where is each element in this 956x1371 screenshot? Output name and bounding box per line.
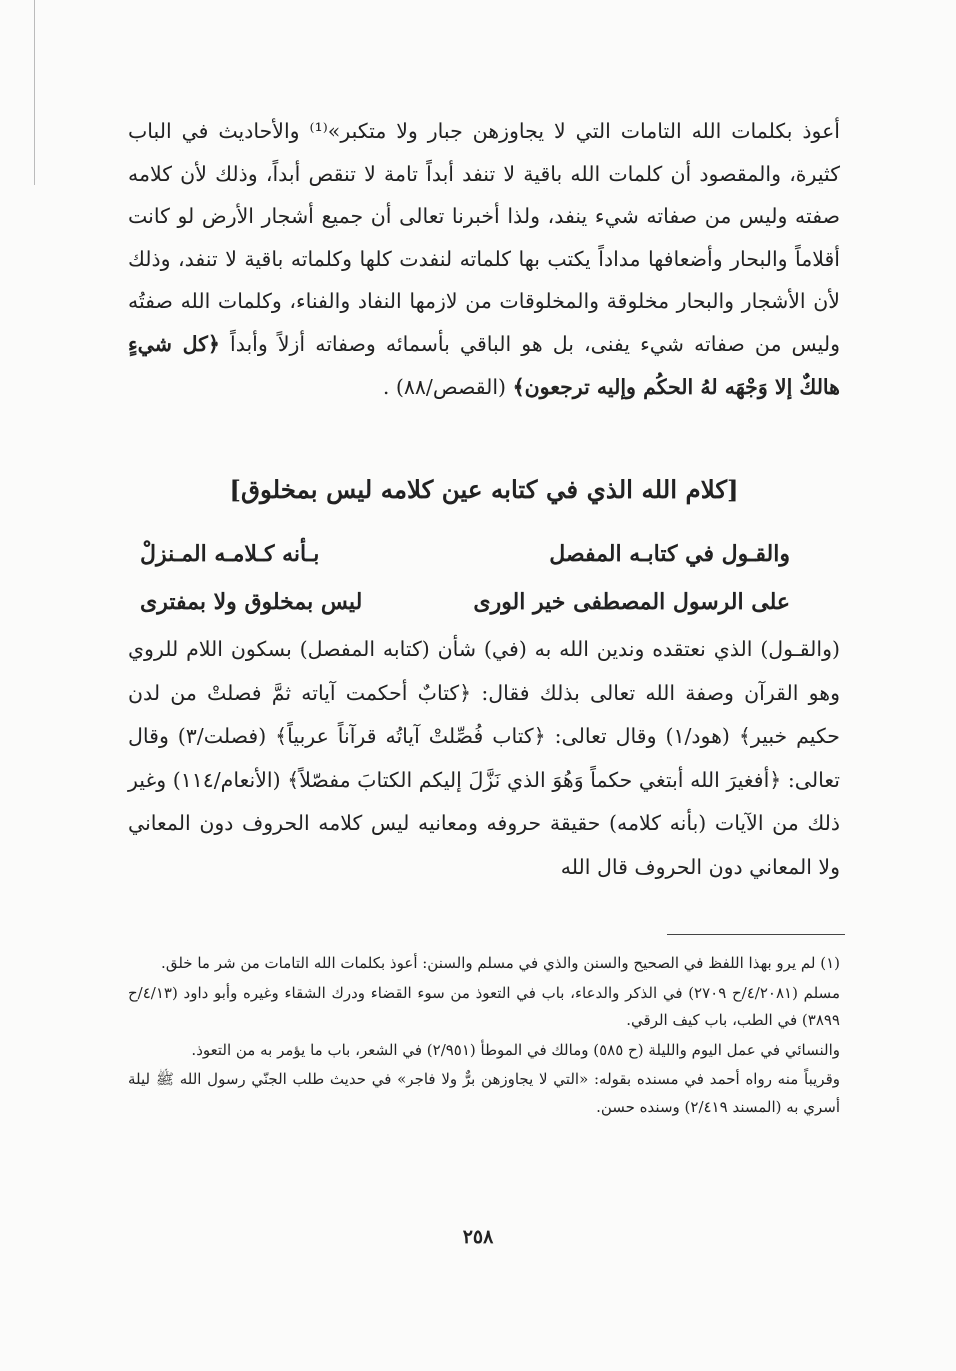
footnote-line: مسلم (٤/٢٠٨١/ح ٢٧٠٩) في الذكر والدعاء، باب في التعوذ من سوء القضاء ودرك الشقاء وغيره وأبو داود (٤/١٣/ح ٣٨٩٩) في الطب، باب كيف الرقي. xyxy=(128,983,840,1029)
paragraph-1-text: أعوذ بكلمات الله التامات التي لا يجاوزهن جبار ولا متكبر»⁽¹⁾ والأحاديث في الباب كثيرة، والمقصود أن كلمات الله باقية لا تنفد أبداً تامة لا تنقص أبداً، وذلك لأن كلامه صفته وليس من صفاته شيء ينفد، ولذا أخبرنا تعالى أن جميع أشجار الأرض لو كانت أقلاماً والبحار وأضعافها مداداً يكتب بها كلماته لنفدت كلها وكلماته باقية لا تنفد، وذلك لأن الأشجار والبحار مخلوقة والمخلوقات من لازمها النفاد والفناء، وكلمات الله صفتُه وليس من صفاته شيء يفنى، بل هو الباقي بأسمائه وصفاته أزلاً وأبداً xyxy=(128,119,840,356)
verse-2-hemistich-right: على الرسول المصطفى خير الورى xyxy=(473,589,790,615)
scan-edge-line xyxy=(34,0,35,185)
footnote-separator xyxy=(667,934,845,935)
footnote-line: وقريباً منه رواه أحمد في مسنده بقوله: «التي لا يجاوزهن برٌّ ولا فاجر» في حديث طلب الجنّي رسول الله ﷺ ليلة أسري به (المسند ٢/٤١٩) وسنده حسن. xyxy=(128,1070,840,1116)
quran-reference: (القصص/٨٨) . xyxy=(382,374,507,399)
verse-line-1 xyxy=(140,530,790,578)
page-number: ٢٥٨ xyxy=(462,1226,494,1248)
quran-verse: ﴿كل شيءٍ هالكٌ إلا وَجْهَه لهُ الحكُم وإليه ترجعون﴾ xyxy=(128,331,840,399)
footnote-line: والنسائي في عمل اليوم والليلة (ح ٥٨٥) ومالك في الموطأ (٢/٩٥١) في الشعر، باب ما يؤمر به من التعوذ. xyxy=(191,1040,840,1059)
verse-1-hemistich-right: والقـول في كتابـه المفصل xyxy=(549,541,790,567)
paragraph-1 xyxy=(128,110,840,408)
footnotes xyxy=(128,950,840,1123)
footnote-line: (١) لم يرو بهذا اللفظ في الصحيح والسنن والذي في مسلم والسنن: أعوذ بكلمات الله التامات من شر ما خلق. xyxy=(161,954,840,972)
verse-2-hemistich-left: ليس بمخلوق ولا بمفترى xyxy=(140,589,363,615)
poem-verses xyxy=(140,530,790,626)
section-heading: [كلام الله الذي في كتابه عين كلامه ليس بمخلوق] xyxy=(229,475,739,504)
verse-1-hemistich-left: بـأنه كـلامـه المـنزلْ xyxy=(140,541,320,567)
paragraph-2: (والقـول) الذي نعتقده وندين الله به (في) شأن (كتابه المفصل) بسكون اللام للروي وهو القرآن وصفة الله تعالى بذلك فقال: ﴿كتابٌ أحكمت آياته ثمَّ فصلتْ من لدن حكيم خبير﴾ (هود/١) وقال تعالى: ﴿كتاب فُصِّلتْ آياتُه قرآناً عربياً﴾ (فصلت/٣) وقال تعالى: ﴿أفغيرَ الله أبتغي حكماً وَهُوَ الذي نَزَّلَ إليكم الكتابَ مفصّلاً﴾ (الأنعام/١١٤) وغير ذلك من الآيات (بأنه كلامه) حقيقة حروفه ومعانيه ليس كلامه الحروف دون المعاني ولا المعاني دون الحروف قال الله xyxy=(128,637,840,879)
verse-line-2 xyxy=(140,578,790,626)
